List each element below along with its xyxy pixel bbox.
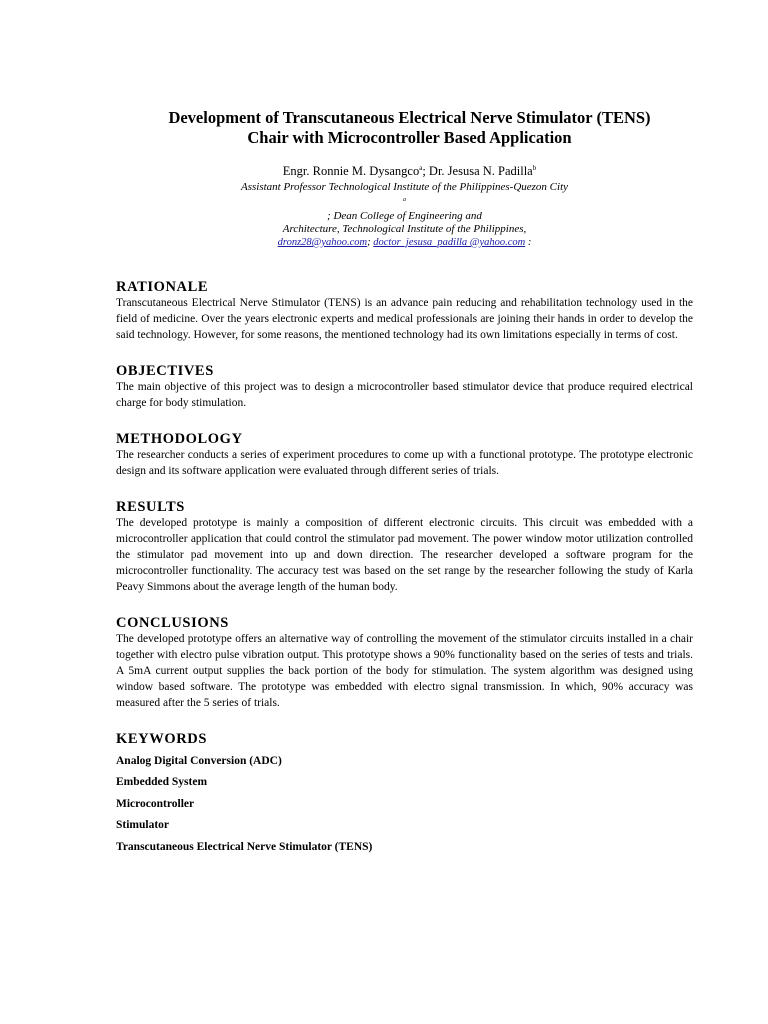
title-line-1: Development of Transcutaneous Electrical Nerve Stimulator (TENS) bbox=[168, 108, 651, 127]
author-2: Dr. Jesusa N. Padilla bbox=[428, 164, 533, 179]
affiliation-2-text: ; Dean College of Engineering and bbox=[327, 209, 482, 222]
keyword-item: Stimulator bbox=[116, 819, 170, 832]
keyword-list bbox=[116, 751, 693, 859]
rationale-heading: RATIONALE bbox=[116, 278, 209, 295]
keyword-item: Microcontroller bbox=[116, 797, 195, 810]
conclusions-text: The developed prototype offers an alternative way of controlling the movement of the stimulator circuits installed in a chair together with electro pulse vibration output. This prototype shows a 90% functionality based on the series of tests and trials. A 5mA current output supplies the back portion of the body for stimulation. The system algorithm was designed using window based software. The prototype was embedded with electro signal transmission. In which, 90% accuracy was measured after the 5 series of trials. bbox=[116, 632, 693, 709]
paper-title bbox=[116, 108, 693, 148]
title-line-2: Chair with Microcontroller Based Application bbox=[247, 128, 572, 147]
keyword-item: Embedded System bbox=[116, 776, 208, 789]
keywords-heading: KEYWORDS bbox=[116, 730, 208, 747]
affiliation-1-text: Assistant Professor Technological Institute of the Philippines-Quezon City bbox=[240, 181, 569, 194]
affiliation-1-mark: a bbox=[403, 197, 406, 204]
affiliation-line-2: Architecture, Technological Institute of the Philippines, bbox=[282, 222, 527, 235]
rationale-text: Transcutaneous Electrical Nerve Stimulator (TENS) is an advance pain reducing and rehabilitation technology used in the field of medicine. Over the years electronic experts and medical professionals are joining their hands in order to develop the said technology. However, for some reasons, the mentioned technology had its own limitations especially in terms of cost. bbox=[116, 296, 693, 341]
methodology-heading: METHODOLOGY bbox=[116, 430, 243, 447]
email-link-2[interactable]: doctor_jesusa_padilla @yahoo.com bbox=[373, 236, 526, 248]
email-end: : bbox=[525, 236, 532, 248]
author-line bbox=[116, 161, 693, 179]
results-heading: RESULTS bbox=[116, 498, 185, 515]
author-2-mark: b bbox=[532, 164, 537, 172]
methodology-text: The researcher conducts a series of experiment procedures to come up with a functional prototype. The prototype electronic design and its software application were evaluated through different series of trials. bbox=[116, 448, 693, 477]
objectives-text: The main objective of this project was to design a microcontroller based stimulator device that produce required electrical charge for body stimulation. bbox=[116, 380, 693, 409]
email-separator: ; bbox=[367, 236, 374, 248]
objectives-heading: OBJECTIVES bbox=[116, 362, 214, 379]
conclusions-heading: CONCLUSIONS bbox=[116, 614, 229, 631]
author-1-mark: a bbox=[419, 164, 423, 172]
author-separator: ; bbox=[422, 164, 429, 179]
results-text: The developed prototype is mainly a composition of different electronic circuits. This circuit was embedded with a microcontroller application that could control the stimulator pad movement. The power window motor utilization controlled the stimulator pad movement into up and down direction. The researcher developed a software program for the microcontroller functionality. The accuracy test was based on the set range by the researcher following the study of Karla Peavy Simmons about the average length of the human body. bbox=[116, 516, 693, 593]
affiliation-line-1 bbox=[116, 181, 693, 223]
author-1: Engr. Ronnie M. Dysangco bbox=[282, 164, 420, 179]
keyword-item: Analog Digital Conversion (ADC) bbox=[116, 754, 282, 767]
affiliation bbox=[116, 181, 693, 236]
keyword-item: Transcutaneous Electrical Nerve Stimulator (TENS) bbox=[116, 840, 373, 853]
email-line bbox=[116, 236, 693, 249]
email-link-1[interactable]: dronz28@yahoo.com bbox=[277, 236, 368, 248]
